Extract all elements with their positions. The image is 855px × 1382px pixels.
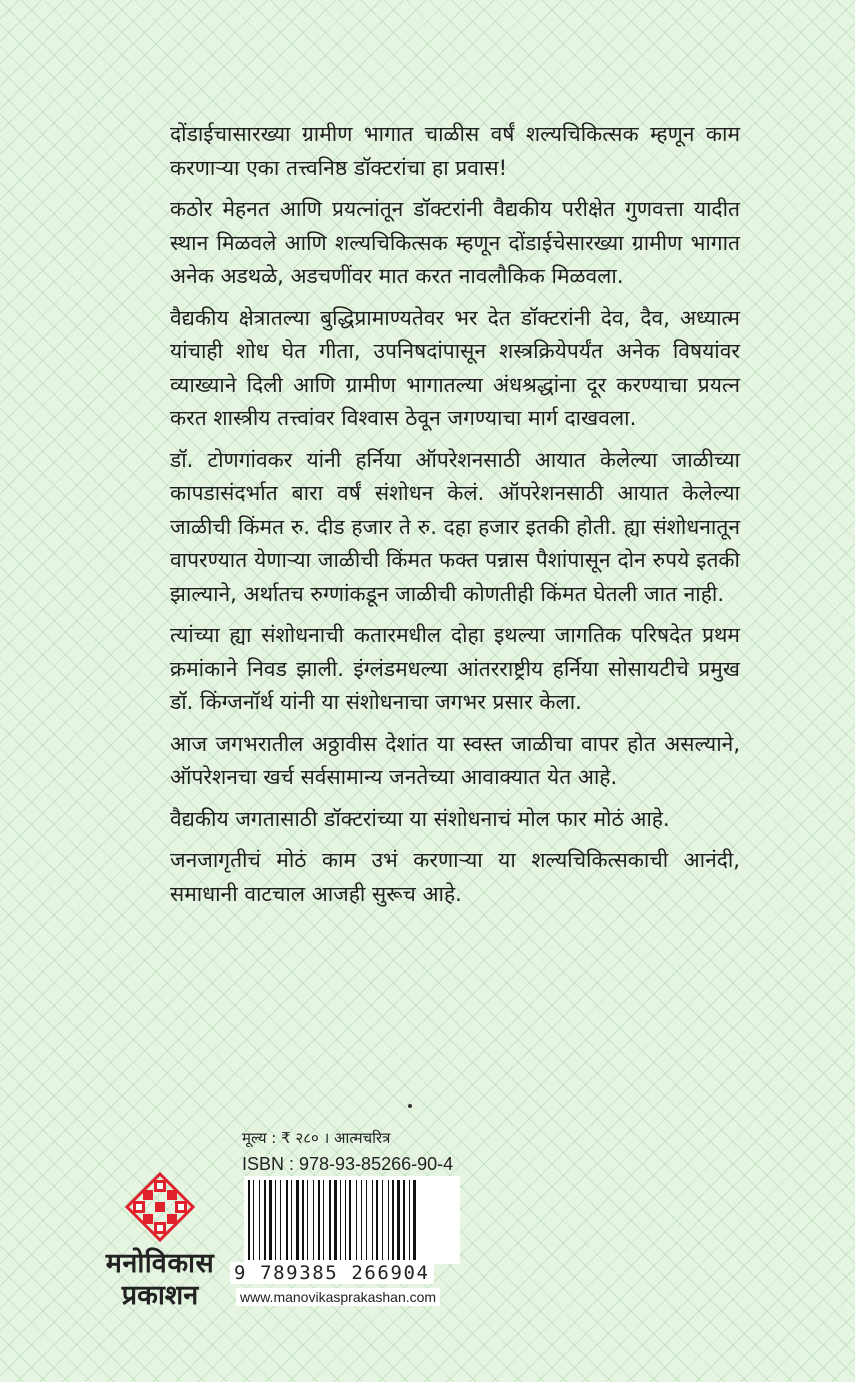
barcode: [244, 1176, 460, 1264]
blurb-paragraph-4: डॉ. टोणगांवकर यांनी हर्निया ऑपरेशनसाठी आयात केलेल्या जाळीच्या कापडासंदर्भात बारा वर्षं संशोधन केलं. ऑपरेशनसाठी आयात केलेल्या जाळीची किंमत रु. दीड हजार ते रु. दहा हजार इतकी होती. ह्या संशोधनातून वापरण्यात येणाऱ्या जाळीची किंमत फक्त पन्नास पैशांपासून दोन रुपये इतकी झाल्याने, अर्थातच रुग्णांकडून जाळीची कोणतीही किंमत घेतली जात नाही.: [170, 447, 740, 606]
barcode-bar: [361, 1180, 362, 1260]
blurb-paragraph-6: आज जगभरातील अठ्ठावीस देशांत या स्वस्त जाळीचा वापर होत असल्याने, ऑपरेशनचा खर्च सर्वसामान्य जनतेच्या आवाक्यात येत आहे.: [170, 731, 740, 789]
barcode-bar: [372, 1180, 373, 1260]
publisher-logo: [85, 1172, 235, 1312]
barcode-bar: [382, 1180, 383, 1260]
publisher-name-line2: प्रकाशन: [121, 1280, 199, 1311]
barcode-bar: [334, 1180, 337, 1260]
barcode-bar: [296, 1180, 299, 1260]
barcode-bar: [307, 1180, 308, 1260]
blurb-paragraph-7: वैद्यकीय जगतासाठी डॉक्टरांच्या या संशोधनाचं मोल फार मोठं आहे.: [170, 806, 670, 831]
barcode-block: [230, 1128, 468, 1305]
barcode-bar: [366, 1180, 367, 1260]
isbn-label: ISBN : 978-93-85266-90-4: [242, 1154, 454, 1174]
barcode-bar: [318, 1180, 320, 1260]
barcode-bar: [253, 1180, 254, 1260]
barcode-bar: [345, 1180, 346, 1260]
barcode-bar: [313, 1180, 314, 1260]
barcode-bar: [349, 1180, 351, 1260]
publisher-website: www.manovikasprakashan.com: [236, 1288, 440, 1306]
blurb-paragraph-8: जनजागृतीचं मोठं काम उभं करणाऱ्या या शल्यचिकित्सकाची आनंदी, समाधानी वाटचाल आजही सुरूच आहे.: [170, 848, 740, 906]
publisher-name-line1: मनोविकास: [105, 1248, 215, 1279]
barcode-bar: [248, 1180, 250, 1260]
barcode-bar: [376, 1180, 378, 1260]
barcode-bar: [403, 1180, 405, 1260]
barcode-bar: [413, 1180, 416, 1260]
back-cover-blurb: [170, 118, 740, 919]
barcode-bar: [280, 1180, 281, 1260]
print-mark: [408, 1104, 412, 1108]
price-label: मूल्य : ₹ २८० । आत्मचरित्र: [242, 1129, 391, 1147]
barcode-bar: [323, 1180, 324, 1260]
blurb-paragraph-1: दोंडाईचासारख्या ग्रामीण भागात चाळीस वर्षं शल्यचिकित्सक म्हणून काम करणाऱ्या एका तत्त्वनिष्ठ डॉक्टरांचा हा प्रवास!: [170, 122, 740, 180]
barcode-bar: [286, 1180, 288, 1260]
blurb-paragraph-2: कठोर मेहनत आणि प्रयत्नांतून डॉक्टरांनी वैद्यकीय परीक्षेत गुणवत्ता यादीत स्थान मिळवले आणि शल्यचिकित्सक म्हणून दोंडाईचेसारख्या ग्रामीण भागात अनेक अडथळे, अडचणींवर मात करत नावलौकिक मिळवला.: [170, 197, 740, 288]
blurb-paragraph-3: वैद्यकीय क्षेत्रातल्या बुद्धिप्रामाण्यतेवर भर देत डॉक्टरांनी देव, दैव, अध्यात्म यांचाही शोध घेत गीता, उपनिषदांपासून शस्त्रक्रियेपर्यंत अनेक विषयांवर व्याख्याने दिली आणि ग्रामीण भागातल्या अंधश्रद्धांना दूर करण्याचा प्रयत्न करत शास्त्रीय तत्त्वांवर विश्वास ठेवून जगण्याचा मार्ग दाखवला.: [170, 305, 740, 430]
barcode-bar: [392, 1180, 394, 1260]
blurb-paragraph-5: त्यांच्या ह्या संशोधनाची कतारमधील दोहा इथल्या जागतिक परिषदेत प्रथम क्रमांकाने निवड झाली. इंग्लंडमधल्या आंतरराष्ट्रीय हर्निया सोसायटीचे प्रमुख डॉ. किंग्जनॉर्थ यांनी या संशोधनाचा जगभर प्रसार केला.: [170, 623, 740, 714]
barcode-bar: [275, 1180, 276, 1260]
barcode-bar: [264, 1180, 266, 1260]
barcode-bar: [388, 1180, 389, 1260]
barcode-bar: [409, 1180, 410, 1260]
barcode-bar: [269, 1180, 272, 1260]
publisher-emblem-icon: [125, 1172, 195, 1242]
barcode-bar: [302, 1180, 304, 1260]
barcode-bar: [356, 1180, 357, 1260]
barcode-bar: [291, 1180, 292, 1260]
barcode-bar: [340, 1180, 341, 1260]
barcode-bar: [259, 1180, 260, 1260]
barcode-digits: 9 789385 266904: [230, 1262, 434, 1284]
barcode-bar: [397, 1180, 400, 1260]
barcode-bar: [329, 1180, 331, 1260]
